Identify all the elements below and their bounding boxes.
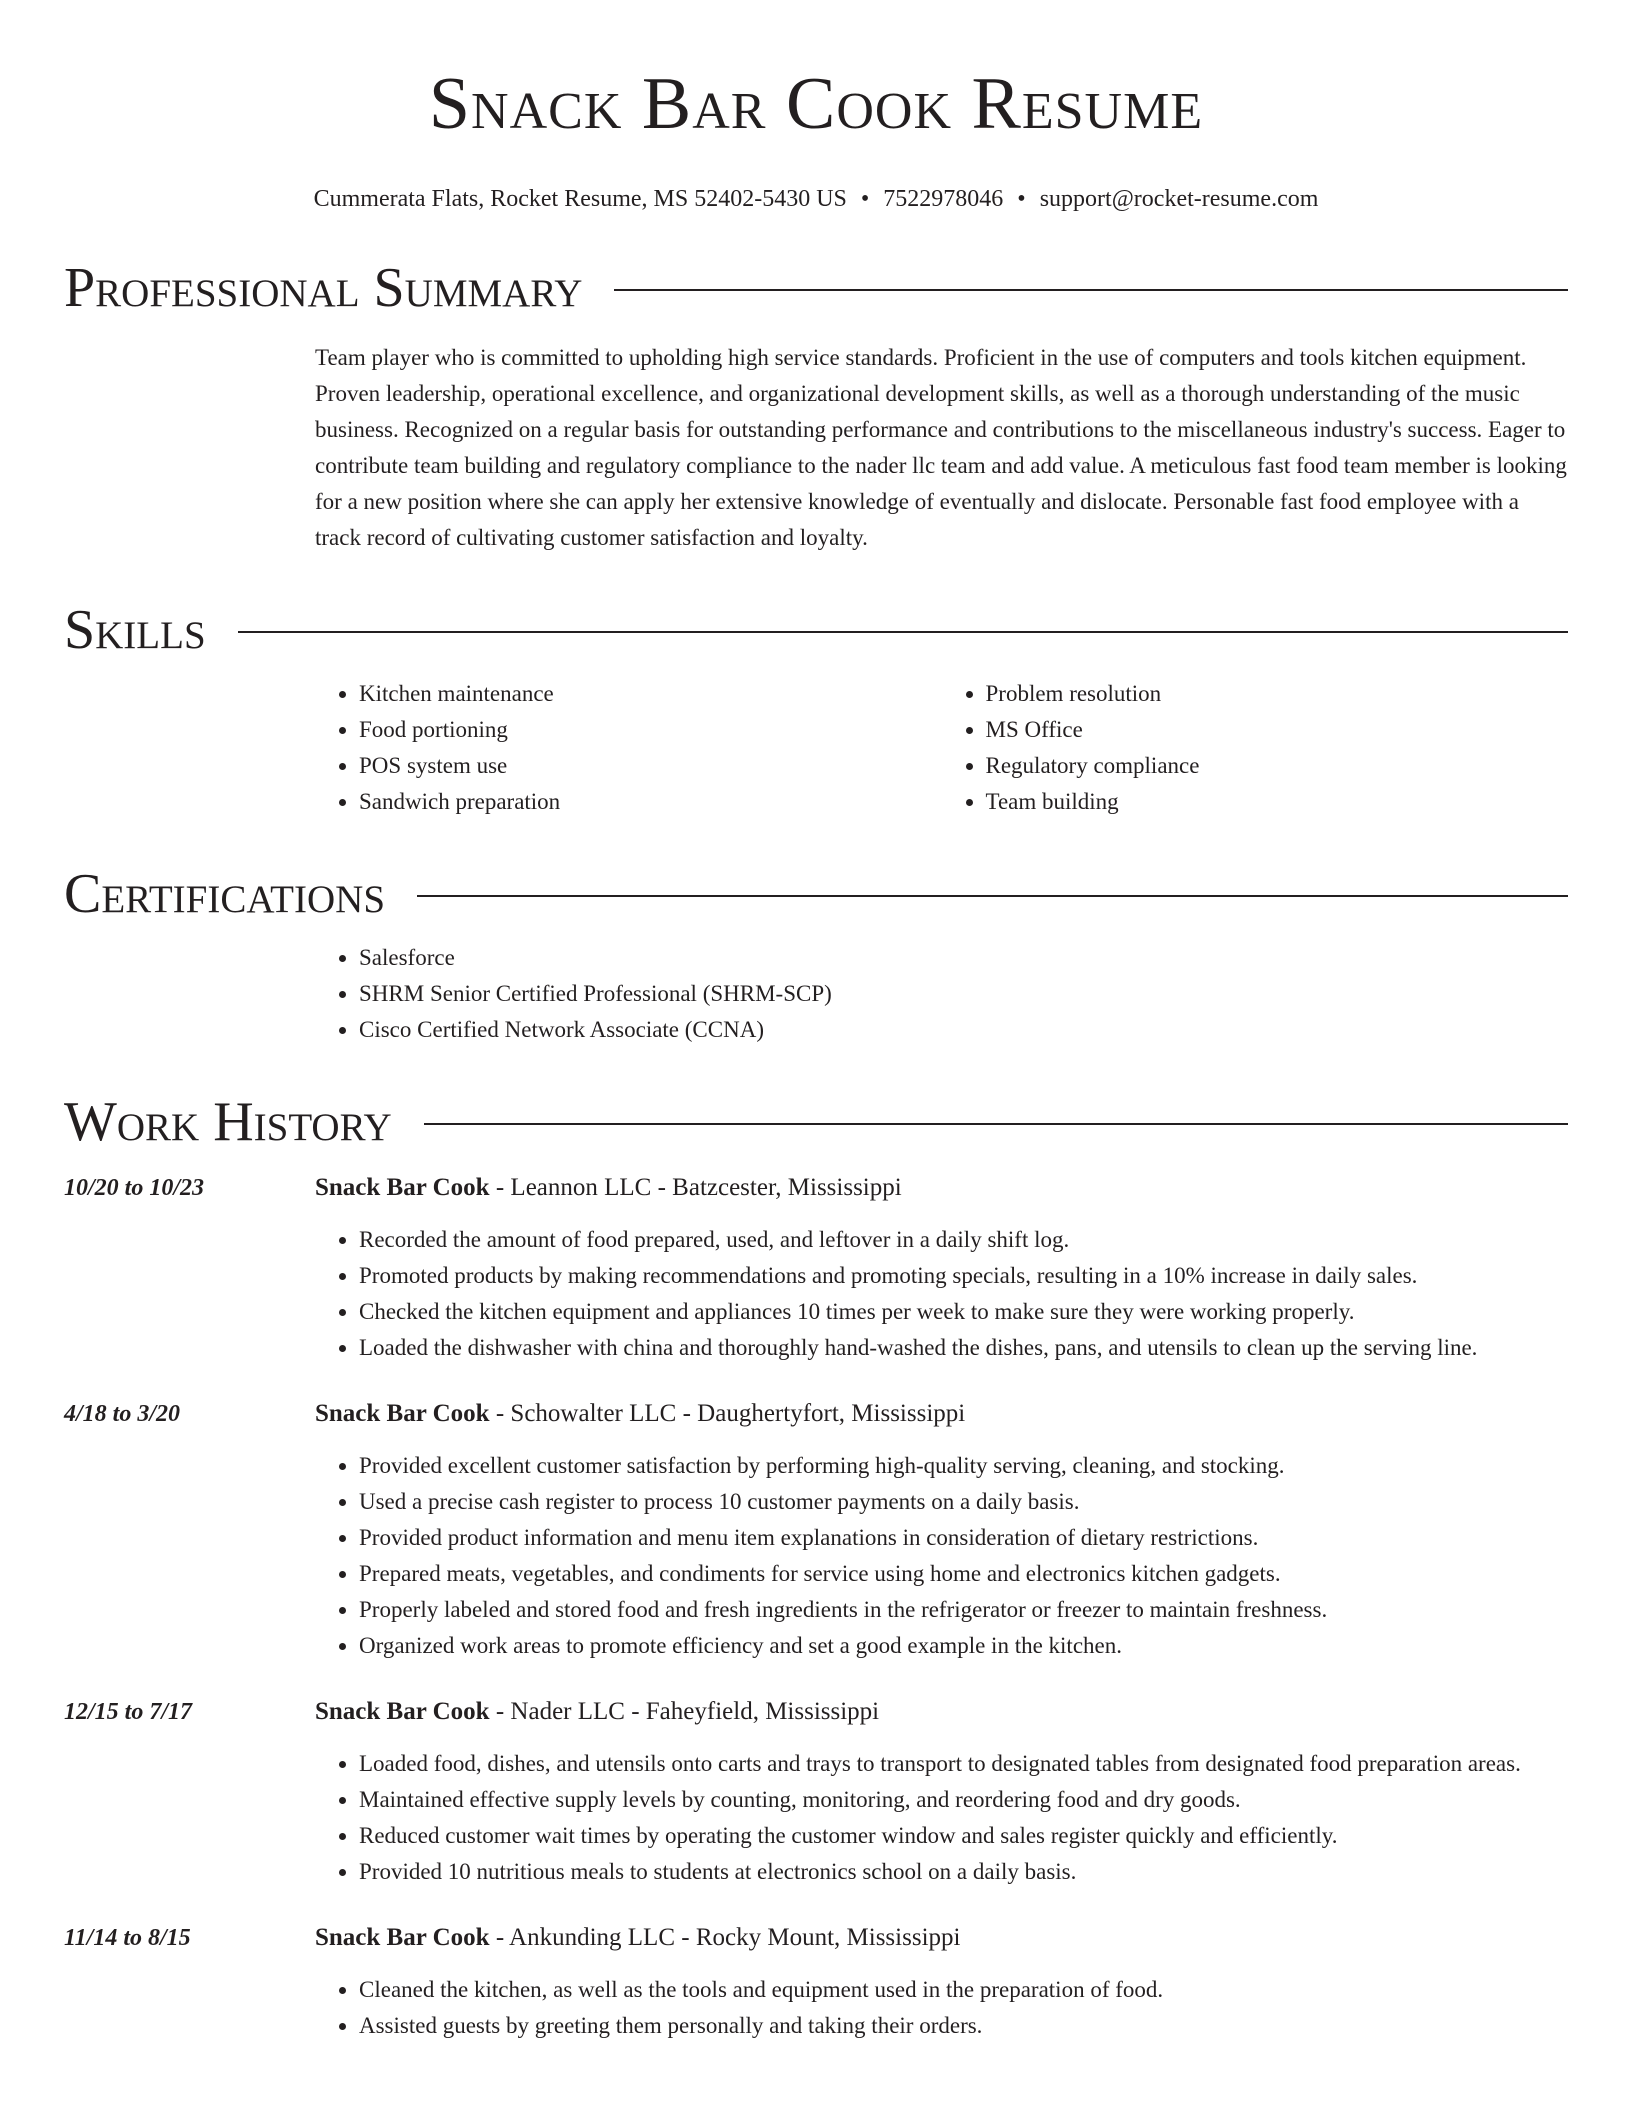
- job-entry: [64, 1170, 1568, 1366]
- certification-item: • SHRM Senior Certified Professional (SHRM-SCP): [359, 976, 1568, 1012]
- certifications-section: [64, 862, 1568, 1048]
- job-details: [315, 1396, 1568, 1664]
- work-history-heading: Work History: [64, 1091, 392, 1153]
- job-title-line: [315, 1920, 1568, 1956]
- contact-address: Cummerata Flats, Rocket Resume, MS 52402-5430 US: [313, 186, 847, 212]
- summary-section: [64, 256, 1568, 556]
- job-bullets: [315, 1448, 1568, 1664]
- job-bullet: • Assisted guests by greeting them personally and taking their orders.: [359, 2008, 1568, 2044]
- job-details: [315, 1920, 1568, 2044]
- certification-item: • Cisco Certified Network Associate (CCNA): [359, 1012, 1568, 1048]
- certifications-heading-row: [64, 862, 1568, 926]
- job-bullets: [315, 1222, 1568, 1366]
- job-title-line: [315, 1694, 1568, 1730]
- contact-line: [64, 182, 1568, 216]
- certifications-body: [315, 940, 1568, 1048]
- certifications-heading: Certifications: [64, 863, 386, 925]
- skill-item: • Team building: [986, 784, 1569, 820]
- job-title-line: [315, 1396, 1568, 1432]
- job-details: [315, 1694, 1568, 1890]
- work-history-section: [64, 1090, 1568, 2044]
- skill-item: • POS system use: [359, 748, 942, 784]
- job-bullet: • Organized work areas to promote efficiency and set a good example in the kitchen.: [359, 1628, 1568, 1664]
- contact-phone: 7522978046: [883, 186, 1004, 212]
- job-employer: - Nader LLC - Faheyfield, Mississippi: [489, 1698, 880, 1725]
- resume-title: Snack Bar Cook Resume: [428, 63, 1204, 145]
- job-dates: 11/14 to 8/15: [64, 1925, 191, 1951]
- job-role: Snack Bar Cook: [315, 1400, 490, 1427]
- skill-item: • Problem resolution: [986, 676, 1569, 712]
- section-divider: [424, 1123, 1568, 1125]
- section-divider: [614, 289, 1568, 291]
- job-bullet: • Properly labeled and stored food and fresh ingredients in the refrigerator or freezer to maintain freshness.: [359, 1592, 1568, 1628]
- skills-columns: [315, 676, 1568, 820]
- job-details: [315, 1170, 1568, 1366]
- summary-heading: Professional Summary: [64, 257, 583, 319]
- job-bullet: • Loaded the dishwasher with china and thoroughly hand-washed the dishes, pans, and utensils to clean up the serving line.: [359, 1330, 1568, 1366]
- job-bullet: • Used a precise cash register to process 10 customer payments on a daily basis.: [359, 1484, 1568, 1520]
- job-role: Snack Bar Cook: [315, 1698, 490, 1725]
- contact-separator: •: [1017, 186, 1026, 212]
- job-dates: 12/15 to 7/17: [64, 1699, 193, 1725]
- job-role: Snack Bar Cook: [315, 1924, 490, 1951]
- skill-item: • Sandwich preparation: [359, 784, 942, 820]
- section-divider: [417, 895, 1568, 897]
- job-bullet: • Loaded food, dishes, and utensils onto carts and trays to transport to designated tables from designated food preparation areas.: [359, 1746, 1568, 1782]
- job-bullets: [315, 1746, 1568, 1890]
- job-entry: [64, 1396, 1568, 1664]
- job-bullet: • Maintained effective supply levels by counting, monitoring, and reordering food and dry goods.: [359, 1782, 1568, 1818]
- job-bullet: • Promoted products by making recommendations and promoting specials, resulting in a 10% increase in daily sales.: [359, 1258, 1568, 1294]
- job-bullet: • Checked the kitchen equipment and appliances 10 times per week to make sure they were working properly.: [359, 1294, 1568, 1330]
- contact-email: support@rocket-resume.com: [1039, 186, 1319, 212]
- skill-item: • Food portioning: [359, 712, 942, 748]
- certifications-list: [315, 940, 1568, 1048]
- skills-list-right: [942, 676, 1569, 820]
- skill-item: • Kitchen maintenance: [359, 676, 942, 712]
- summary-heading-row: [64, 256, 1568, 320]
- job-title-line: [315, 1170, 1568, 1206]
- job-dates: 4/18 to 3/20: [64, 1401, 181, 1427]
- job-role: Snack Bar Cook: [315, 1174, 490, 1201]
- job-bullet: • Recorded the amount of food prepared, used, and leftover in a daily shift log.: [359, 1222, 1568, 1258]
- skills-list-left: [315, 676, 942, 820]
- certification-item: • Salesforce: [359, 940, 1568, 976]
- job-dates: 10/20 to 10/23: [64, 1175, 205, 1201]
- job-bullet: • Provided 10 nutritious meals to students at electronics school on a daily basis.: [359, 1854, 1568, 1890]
- skill-item: • Regulatory compliance: [986, 748, 1569, 784]
- skill-item: • MS Office: [986, 712, 1569, 748]
- job-employer: - Leannon LLC - Batzcester, Mississippi: [489, 1174, 902, 1201]
- job-bullet: • Prepared meats, vegetables, and condiments for service using home and electronics kitchen gadgets.: [359, 1556, 1568, 1592]
- section-divider: [238, 631, 1568, 633]
- job-employer: - Ankunding LLC - Rocky Mount, Mississippi: [489, 1924, 961, 1951]
- job-bullet: • Reduced customer wait times by operating the customer window and sales register quickly and efficiently.: [359, 1818, 1568, 1854]
- job-entry: [64, 1694, 1568, 1890]
- summary-text: Team player who is committed to upholding high service standards. Proficient in the use of computers and tools kitchen equipment. Proven leadership, operational excellence, and organizational development skills, as well as a thorough understanding of the music business. Recognized on a regular basis for outstanding performance and contributions to the miscellaneous industry's success. Eager to contribute team building and regulatory compliance to the nader llc team and add value. A meticulous fast food team member is looking for a new position where she can apply her extensive knowledge of eventually and dislocate. Personable fast food employee with a track record of cultivating customer satisfaction and loyalty.: [315, 345, 1567, 550]
- skills-section: [64, 598, 1568, 820]
- job-bullets: [315, 1972, 1568, 2044]
- job-entry: [64, 1920, 1568, 2044]
- job-employer: - Schowalter LLC - Daughertyfort, Mississippi: [489, 1400, 966, 1427]
- skills-heading: Skills: [64, 599, 206, 661]
- job-bullet: • Provided excellent customer satisfaction by performing high-quality serving, cleaning, and stocking.: [359, 1448, 1568, 1484]
- work-history-heading-row: [64, 1090, 1568, 1154]
- skills-heading-row: [64, 598, 1568, 662]
- contact-separator: •: [860, 186, 870, 212]
- job-bullet: • Cleaned the kitchen, as well as the tools and equipment used in the preparation of food.: [359, 1972, 1568, 2008]
- job-bullet: • Provided product information and menu item explanations in consideration of dietary restrictions.: [359, 1520, 1568, 1556]
